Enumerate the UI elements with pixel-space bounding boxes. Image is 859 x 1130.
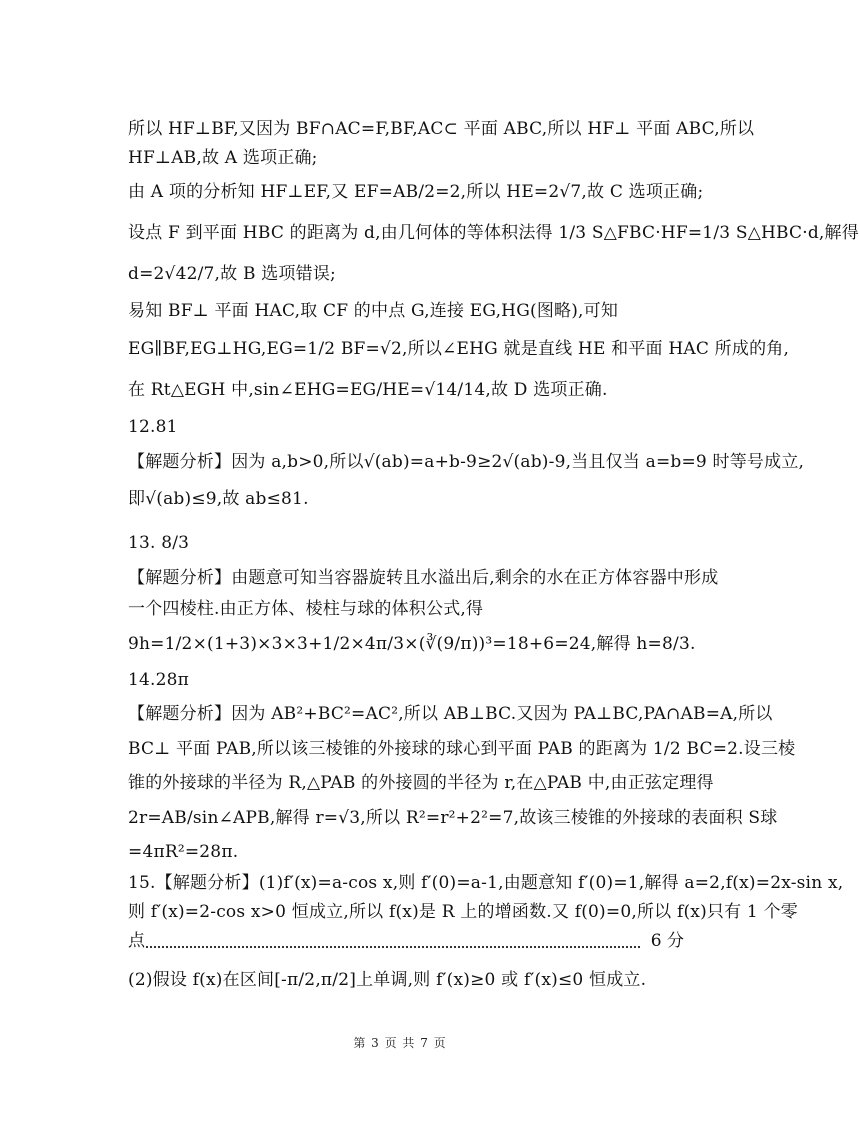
text-line: 2r=AB/sin∠APB,解得 r=√3,所以 R²=r²+2²=7,故该三棱锥的外接球的表面积 S球 — [128, 808, 778, 828]
text-line: 【解题分析】由题意可知当容器旋转且水溢出后,剩余的水在正方体容器中形成 — [128, 568, 719, 588]
score-leader — [128, 929, 684, 955]
text-line: 一个四棱柱.由正方体、棱柱与球的体积公式,得 — [128, 599, 484, 619]
text-line: 则 f′(x)=2-cos x>0 恒成立,所以 f(x)是 R 上的增函数.又 f(0)=0,所以 f(x)只有 1 个零 — [128, 902, 798, 922]
text-line: 即√(ab)≤9,故 ab≤81. — [128, 489, 309, 509]
text-line: 锥的外接球的半径为 R,△PAB 的外接圆的半径为 r,在△PAB 中,由正弦定理得 — [128, 773, 714, 793]
dotted-leader — [146, 946, 640, 948]
text-line: 【解题分析】因为 AB²+BC²=AC²,所以 AB⊥BC.又因为 PA⊥BC,PA∩AB=A,所以 — [128, 704, 773, 724]
answer-number: 12.81 — [128, 417, 178, 437]
text-line: 由 A 项的分析知 HF⊥EF,又 EF=AB/2=2,所以 HE=2√7,故 C 选项正确; — [128, 182, 704, 202]
answer-number: 14.28π — [128, 670, 190, 690]
text-line: 在 Rt△EGH 中,sin∠EHG=EG/HE=√14/14,故 D 选项正确. — [128, 380, 608, 400]
answer-number: 13. 8/3 — [128, 533, 190, 553]
text-line: 【解题分析】因为 a,b>0,所以√(ab)=a+b-9≥2√(ab)-9,当且仅当 a=b=9 时等号成立, — [128, 452, 805, 472]
text-line: 15.【解题分析】(1)f′(x)=a-cos x,则 f′(0)=a-1,由题意知 f′(0)=1,解得 a=2,f(x)=2x-sin x, — [128, 873, 844, 893]
score-mark: 6 分 — [650, 931, 684, 951]
page-footer: 第 3 页 共 7 页 — [353, 1036, 447, 1050]
text-line: (2)假设 f(x)在区间[-π/2,π/2]上单调,则 f′(x)≥0 或 f′(x)≤0 恒成立. — [128, 970, 647, 990]
text-line: EG∥BF,EG⊥HG,EG=1/2 BF=√2,所以∠EHG 就是直线 HE 和平面 HAC 所成的角, — [128, 339, 790, 359]
text-line: =4πR²=28π. — [128, 842, 239, 862]
text-line: 所以 HF⊥BF,又因为 BF∩AC=F,BF,AC⊂ 平面 ABC,所以 HF⊥ 平面 ABC,所以 — [128, 119, 755, 139]
text-line: 设点 F 到平面 HBC 的距离为 d,由几何体的等体积法得 1/3 S△FBC·HF=1/3 S△HBC·d,解得 — [128, 223, 859, 243]
text-line: 易知 BF⊥ 平面 HAC,取 CF 的中点 G,连接 EG,HG(图略),可知 — [128, 301, 619, 321]
text-line: HF⊥AB,故 A 选项正确; — [128, 148, 318, 168]
text-line: BC⊥ 平面 PAB,所以该三棱锥的外接球的球心到平面 PAB 的距离为 1/2 BC=2.设三棱 — [128, 739, 796, 759]
text-line: 9h=1/2×(1+3)×3×3+1/2×4π/3×(∛(9/π))³=18+6=24,解得 h=8/3. — [128, 634, 696, 654]
text-line: 点 — [128, 931, 145, 951]
text-line: d=2√42/7,故 B 选项错误; — [128, 264, 336, 284]
